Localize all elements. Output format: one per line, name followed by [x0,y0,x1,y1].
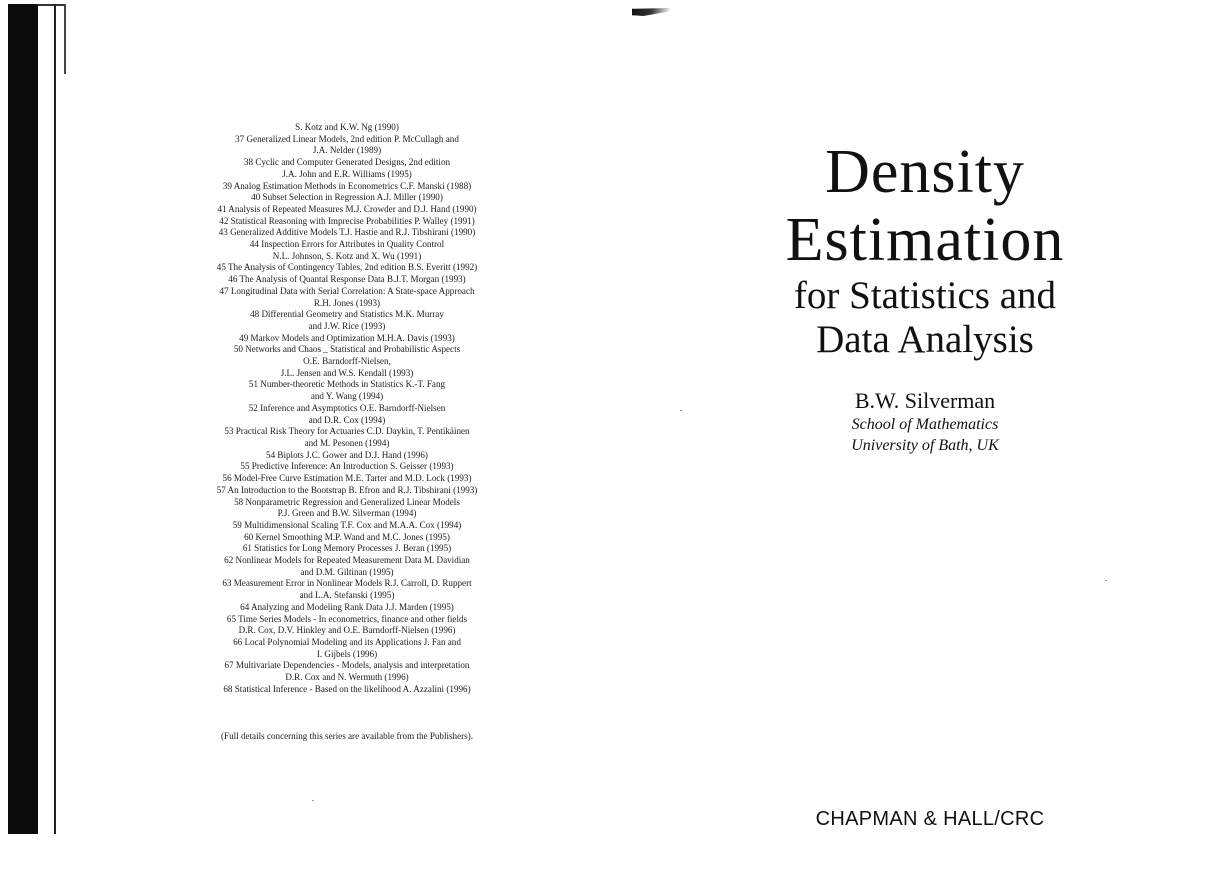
series-entry-line: 63 Measurement Error in Nonlinear Models R.J. Carroll, D. Ruppert [222,578,472,589]
series-entry-line: 39 Analog Estimation Methods in Econometrics C.F. Manski (1988) [222,180,472,191]
series-entry-line: D.R. Cox, D.V. Hinkley and O.E. Barndorff-Nielsen (1996) [238,625,456,636]
subtitle-line-1: for Statistics and [793,274,1057,317]
series-entry-line: I. Gijbels (1996) [316,648,378,659]
series-entry-line: and Y. Wang (1994) [310,391,384,402]
series-entry-line: 41 Analysis of Repeated Measures M.J. Crowder and D.J. Hand (1990) [217,203,477,214]
series-entry-line: 52 Inference and Asymptotics O.E. Barndorff-Nielsen [248,402,446,413]
publisher-name: CHAPMAN & HALL/CRC [815,808,1045,830]
series-entry-line: 49 Markov Models and Optimization M.H.A. Davis (1993) [239,332,455,343]
scan-binding-shadow [8,4,38,834]
series-entry-line: 43 Generalized Additive Models T.J. Hastie and R.J. Tibshirani (1990) [218,227,476,238]
series-entry-line: J.A. John and E.R. Williams (1995) [282,168,412,179]
title-line-2: Estimation [785,206,1065,274]
series-entry-line: 48 Differential Geometry and Statistics M.K. Murray [250,309,444,320]
title-line-1: Density [825,138,1025,206]
author-block [780,388,1070,456]
series-entry-line: 50 Networks and Chaos _ Statistical and Probabilistic Aspects [233,344,461,355]
series-entry-line: 51 Number-theoretic Methods in Statistics K.-T. Fang [248,379,446,390]
series-entry-line: 53 Practical Risk Theory for Actuaries C.D. Daykin, T. Pentikäinen [224,426,470,437]
series-entry-line: 38 Cyclic and Computer Generated Designs, 2nd edition [243,157,451,168]
series-entry-line: and J.W. Rice (1993) [308,320,386,331]
series-entry-line: 40 Subset Selection in Regression A.J. Miller (1990) [251,192,443,203]
author-name: B.W. Silverman [854,388,996,413]
series-entry-line: 56 Model-Free Curve Estimation M.E. Tarter and M.D. Lock (1993) [222,473,472,484]
series-entry-line: R.H. Jones (1993) [313,297,381,308]
series-entry-line: 68 Statistical Inference - Based on the likelihood A. Azzalini (1996) [223,683,471,694]
series-entry-line: and D.M. Giltinan (1995) [300,566,394,577]
series-entry-line: N.L. Johnson, S. Kotz and X. Wu (1991) [272,250,422,261]
scan-binding-line [54,4,56,834]
series-entry-line: 60 Kernel Smoothing M.P. Wand and M.C. Jones (1995) [244,531,450,542]
series-entry-line: 62 Nonlinear Models for Repeated Measurement Data M. Davidian [224,555,470,566]
series-entry-line: 61 Statistics for Long Memory Processes J. Beran (1995) [242,543,452,554]
subtitle-line-2: Data Analysis [816,318,1034,361]
series-entry-line: 55 Predictive Inference: An Introduction S. Geisser (1993) [240,461,454,472]
series-entry-line: 64 Analyzing and Modeling Rank Data J.J. Marden (1995) [240,601,454,612]
author-university: University of Bath, UK [851,437,999,454]
scan-speck [312,800,314,801]
series-entry-line: and M. Pesonen (1994) [304,437,390,448]
title-block [745,138,1105,362]
series-entry-line: J.L. Jensen and W.S. Kendall (1993) [280,367,414,378]
scan-corner-mark [632,8,670,16]
scan-binding-edge-top [38,4,66,6]
series-entry-line: P.J. Green and B.W. Silverman (1994) [277,508,417,519]
series-entry-line: 66 Local Polynomial Modeling and its Applications J. Fan and [233,636,461,647]
series-entry-line: 54 Biplots J.C. Gower and D.J. Hand (1996) [266,449,428,460]
series-entry-line: and L.A. Stefanski (1995) [299,590,395,601]
series-entry-line: 65 Time Series Models - In econometrics, finance and other fields [226,613,468,624]
author-department: School of Mathematics [851,416,999,433]
series-entry-line: 58 Nonparametric Regression and Generalized Linear Models [234,496,460,507]
series-entry-line: D.R. Cox and N. Wermuth (1996) [285,672,409,683]
series-entry-line: 59 Multidimensional Scaling T.F. Cox and M.A.A. Cox (1994) [232,519,462,530]
series-entry-line: 67 Multivariate Dependencies - Models, analysis and interpretation [224,660,470,671]
series-list [190,122,504,695]
series-entry-line: J.A. Nelder (1989) [312,145,382,156]
series-entry-line: 57 An Introduction to the Bootstrap B. Efron and R.J. Tibshirani (1993) [216,484,478,495]
scan-speck [1105,580,1107,581]
series-entry-line: and D.R. Cox (1994) [308,414,386,425]
series-entry-line: 47 Longitudinal Data with Serial Correlation: A State-space Approach [219,285,475,296]
scan-speck [680,410,682,411]
series-entry-line: 44 Inspection Errors for Attributes in Quality Control [249,239,445,250]
series-entry-line: 46 The Analysis of Quantal Response Data B.J.T. Morgan (1993) [228,274,466,285]
series-note: (Full details concerning this series are available from the Publishers). [220,731,474,741]
series-entry-line: 37 Generalized Linear Models, 2nd edition P. McCullagh and [235,133,459,144]
series-entry-line: S. Kotz and K.W. Ng (1990) [295,122,399,132]
series-entry-line: O.E. Barndorff-Nielsen, [303,356,391,367]
series-entry-line: 45 The Analysis of Contingency Tables, 2nd edition B.S. Everitt (1992) [216,262,478,273]
scan-binding-edge [64,4,66,74]
series-entry-line: 42 Statistical Reasoning with Imprecise Probabilities P. Walley (1991) [219,215,475,226]
